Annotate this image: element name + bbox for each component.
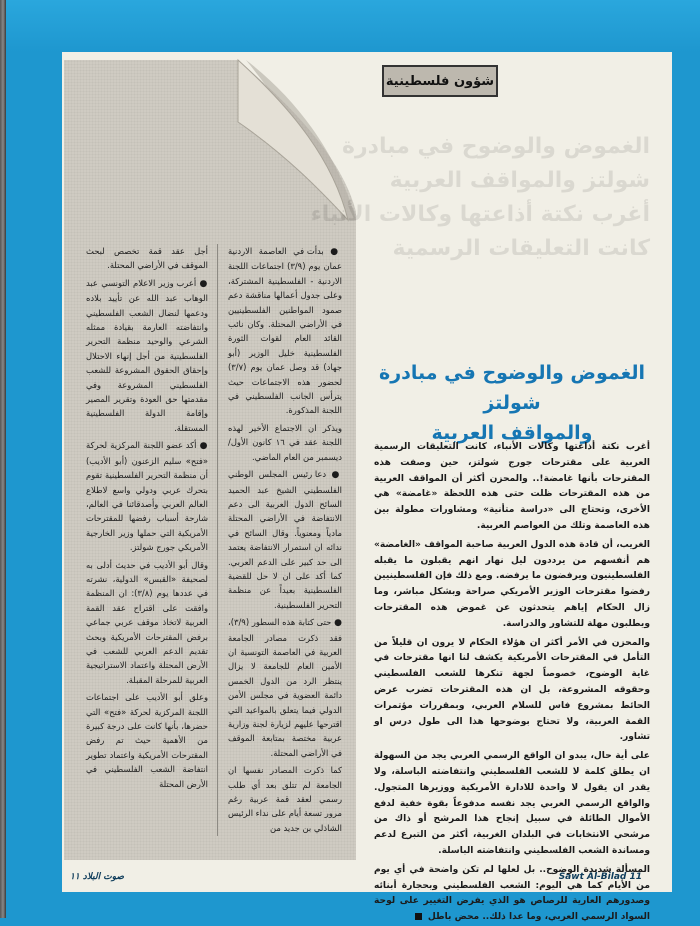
- editorial-paragraph: الغريب، أن قادة هذه الدول العربية صاحبة المواقف «الغامضة» هم أنفسهم من يرددون ليل نهار انهم يقبلون ما يقبله الفلسطينيون ويرفضون ما يرفضه. ومع ذلك فإن الفلسطينيين رفضوا مقترحات الوزير الأمريكي صراحة وبشكل مباشر، وما زال الحكام إياهم يتحدثون عن غموض هذه المقترحات ويطلبون مهلة للتشاور والدراسة.: [374, 539, 650, 629]
- brief-item: [86, 438, 208, 554]
- brief-item: [228, 244, 342, 418]
- editorial-closing: المسألة شديدة الوضوح.. بل لعلها لم تكن واضحة في أي يوم من الأيام كما هي اليوم: الشعب الفلسطيني وبحجارة أبنائه وصدورهم العارية للرصاص هو الذي يفرض التغيير على لوحة السواد الرسمي العربي، وما عدا ذلك.. محض باطل: [374, 864, 650, 923]
- editorial-paragraph: أغرب نكتة أذاعتها وكالات الأنباء، كانت التعليقات الرسمية العربية على مقترحات جورج شولتز، حين وصفت هذه المقترحات بأنها غامضة!.. والمحزن أكثر أن المواقف العربية من هذه المقترحات ظلت حتى هذه اللحظة «غامضة» هي الأخرى، وتحتاج الى «دراسة متأنية» ومشاورات مطولة بين هذه العاصمة وتلك من العواصم العربية.: [374, 442, 650, 531]
- faded-background-text: [270, 130, 650, 261]
- article-headline: [372, 358, 652, 448]
- brief-item: [228, 615, 342, 760]
- brief-item: وقال أبو الأديب في حديث أدلى به لصحيفة «القبس» الدولية، نشرته في عددها يوم (٣/٨): ان المنظمة وافقت على اقتراح عقد القمة العربية لاتخاذ موقف عربي جماعي برفض المقترحات الأمريكية وبحث تقديم الدعم العربي للشعب في الأرض المحتلة واعتماد الاستراتيجية العربية للمرحلة المقبلة.: [86, 559, 208, 685]
- brief-text: أعرب وزير الاعلام التونسي عبد الوهاب عبد الله عن تأييد بلاده ودعمها لنضال الشعب الفلسطيني وانتفاضته العارمة بقيادة ممثله الشرعي والوحيد منظمة التحرير الفلسطينية من أجل إنهاء الاحتلال وإحقاق الحقوق المشروعة للشعب الفلسطيني المشروعة وفي مقدمتها حق العودة وتقرير المصير وإقامة الدولة الفلسطينية المستقلة.: [86, 277, 208, 433]
- briefs-column-left: [86, 244, 208, 840]
- editorial-paragraph: والمحزن في الأمر أكثر ان هؤلاء الحكام لا يرون ان قليلاً من التأمل في المقترحات الأمريكية يكشف لنا انها مقترحات في غاية الوضوح، خصوصاً لجهة تنكرها للشعب الفلسطيني وحقوقه المشروعة، بل ان هذه المقترحات تضرب عرض الحائط بمشروع فاس للسلام العربي، وبمقررات مؤتمرات القمة العربية، ولا تحتاج بوضوحها هذا الى طول درس او تشاور.: [374, 637, 650, 743]
- column-divider: [217, 244, 218, 836]
- headline-line-1: الغموض والوضوح في مبادرة شولتز: [379, 362, 645, 414]
- brief-item: وعلق أبو الأديب على اجتماعات اللجنة المركزية لحركة «فتح» التي حضرها، بأنها كانت على درجة كبيرة من الأهمية حيث تم رفض المقترحات الأمريكية واعتماد تطوير انتفاضة الشعب الفلسطيني في الأرض المحتلة: [86, 692, 208, 789]
- brief-item: ويذكر ان الاجتماع الأخير لهذه اللجنة عقد في ١٦ كانون الأول/ ديسمبر من العام الماضي.: [228, 422, 342, 462]
- brief-text: دعا رئيس المجلس الوطني الفلسطيني الشيخ عبد الحميد السائح الدول العربية الى دعم الانتفاضة في الأراضي المحتلة مادياً ومعنوياً. وقال السائح في ندائه ان استمرار الانتفاضة يعتمد الى حد كبير على الدعم العربي. كما أكد على ان لا حل للقضية الفلسطينية بعيداً عن منظمة التحرير الفلسطينية.: [228, 469, 342, 610]
- briefs-column-right: [228, 244, 342, 840]
- bullet-icon: ●: [331, 470, 342, 481]
- brief-item: أجل عقد قمة تخصص لبحث الموقف في الأراضي المحتلة.: [86, 246, 208, 271]
- section-label: شؤون فلسطينية: [382, 65, 498, 97]
- bullet-icon: ●: [330, 247, 342, 257]
- end-of-article-square-icon: [415, 913, 422, 920]
- ghost-line: أغرب نكتة أذاعتها وكالات الأنباء كانت التعليقات الرسمية: [310, 202, 650, 261]
- brief-item: كما ذكرت المصادر نفسها ان الجامعة لم تتلق بعد أي طلب رسمي لعقد قمة عربية رغم مرور تسعة أيام على نداء الرئيس الشاذلي بن جديد من: [227, 765, 342, 833]
- headline-line-2: والمواقف العربية: [431, 422, 593, 444]
- brief-text: حتى كتابة هذه السطور (٣/٩)، فقد ذكرت مصادر الجامعة العربية في العاصمة التونسية ان الأمين العام للجامعة لا يزال ينتظر الرد من الدول الخمس دائمة العضوية في مجلس الأمن الدولي فيما يتعلق بالمواعيد التي اقترحها عليهم لزيارة لجنة وزارية عربية مختصة بمتابعة الموقف في الأراضي المحتلة.: [228, 617, 342, 758]
- bullet-icon: ●: [199, 278, 208, 289]
- footer-page-number-arabic: صوت البلاد ١١: [70, 872, 125, 882]
- magazine-cover-band: [0, 0, 700, 52]
- ghost-line: الغموض والوضوح في مبادرة شولتز والمواقف العربية: [342, 134, 650, 193]
- bullet-icon: ●: [334, 618, 343, 629]
- brief-item: [86, 276, 208, 435]
- binding-edge: [0, 0, 6, 918]
- brief-text: أكد عضو اللجنة المركزية لحركة «فتح» سليم الزعنون (أبو الأديب) أن منظمة التحرير الفلسطينية تقوم بتحرك عربي ودولي واسع لاطلاع العالم العربي وأصدقائنا في العالم، شارحة أسباب رفضها للمقترحات الأمريكية التي حملها وزير الخارجية الأمريكي جورج شولتز.: [86, 440, 208, 553]
- brief-item: [228, 467, 342, 612]
- brief-text: بدأت في العاصمة الاردنية عمان يوم (٣/٩) اجتماعات اللجنة الاردنية - الفلسطينية المشتركة، وعلى جدول أعمالها مناقشة دعم صمود المواطنين الفلسطينيين في الأراضي المحتلة. وكان نائب القائد العام لقوات الثورة الفلسطينية خليل الوزير (أبو جهاد) قد وصل عمان يوم (٣/٧) لحضور هذه الاجتماعات حيث يترأس الجانب الفلسطيني في اللجنة المذكورة.: [228, 246, 342, 416]
- footer-page-number-latin: Sawt Al-Bilad 11: [558, 872, 642, 882]
- editorial-paragraph: على أية حال، يبدو ان الواقع الرسمي العربي يجد من السهولة ان يطلق كلمة لا للشعب الفلسطيني وانتفاضته الباسلة، ولا يقدر ان يقول لا واحدة للادارة الأمريكية ووزيرها المتجول. والواقع الرسمي العربي يجد نفسه مدفوعاً بقوة خفية لدفع الأموال الطائلة في سبيل إنجاح هذا المرشح أو ذاك من مرشحي الانتخابات في البلدان الغربية، أكثر من التبرع لدعم ومساندة الشعب الفلسطيني وانتفاضته الباسلة.: [374, 751, 650, 856]
- bullet-icon: ●: [199, 441, 208, 452]
